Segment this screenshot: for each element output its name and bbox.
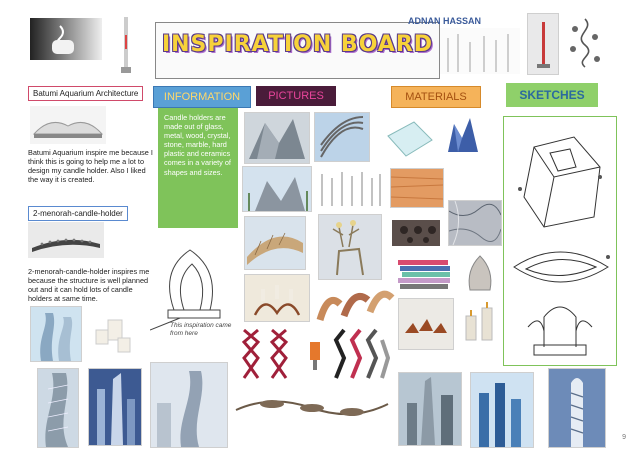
label-menorah: 2-menorah-candle-holder [28,206,128,221]
antler-candles-photo [244,274,310,322]
twisted-tower-photo [37,368,79,448]
page-title: INSPIRATION BOARD [161,32,434,57]
sculpture-row-photo [232,384,392,430]
author-name: ADNAN HASSAN [408,16,482,26]
candle-row-photo [316,168,386,208]
curved-tower-photo [150,362,228,448]
label-batumi-aquarium: Batumi Aquarium Architecture [28,86,143,101]
sketch-drawings [504,117,616,365]
orange-candle-photo [304,334,326,372]
wave-building-photo [314,112,370,162]
white-candles-photo [458,298,500,348]
marble-material-photo [448,200,502,246]
pavilion-photo [244,216,306,270]
twisted-red-holders-photo [236,328,296,380]
wood-material-photo [390,168,444,208]
ceramic-vase-photo [460,250,500,292]
plastic-sheets-photo [396,254,452,294]
page-number: 9 [622,434,626,441]
tag-materials: MATERIALS [391,86,481,108]
sketch-note: This inspiration came from here [170,322,232,337]
wooden-shapes-photo [398,298,454,350]
candle-cup-photo [30,18,102,60]
tag-information: INFORMATION [153,86,251,108]
palm-building-photo [242,166,312,212]
white-cubes-photo [92,312,136,358]
arched-candle-holders-photo [314,280,396,326]
towers-photo-1 [30,306,82,362]
arch-candle-sketch [150,240,240,332]
skyline-photo [88,368,142,446]
menorah-photo [28,222,104,258]
spiral-candle-holder-photo [565,15,605,70]
candle-stick-photo [118,15,134,75]
tag-pictures: PICTURES [256,86,336,106]
menorah-description: 2-menorah-candle-holder inspires me because the structure is well planned out and it can hold lots of candle holders at same time. [28,267,150,303]
sketches-panel [503,116,617,366]
spiral-tower-photo [548,368,606,448]
blue-towers-photo [470,372,534,448]
information-box [158,108,238,228]
red-candle-photo [527,13,559,75]
tag-sketches: SKETCHES [506,83,598,107]
tower-cluster-photo [398,372,462,446]
title-banner [155,22,440,79]
glass-material-photo [384,116,436,162]
crystal-material-photo [440,112,484,162]
information-text: Candle holders are made out of glass, metal, wood, crystal, stone, marble, hard plastic and ceramics comes in a variety of shapes and sizes. [164,113,231,177]
zigzag-holders-photo [330,328,390,380]
deer-candle-holder-photo [318,214,382,280]
batumi-aquarium-photo [30,106,106,144]
angular-building-photo [244,112,310,164]
tall-candles-photo [440,28,520,74]
stone-holder-photo [388,212,444,252]
batumi-description: Batumi Aquarium inspire me because I think this is going to help me a lot to design my candle holder. Also I liked the way it is created. [28,148,153,184]
